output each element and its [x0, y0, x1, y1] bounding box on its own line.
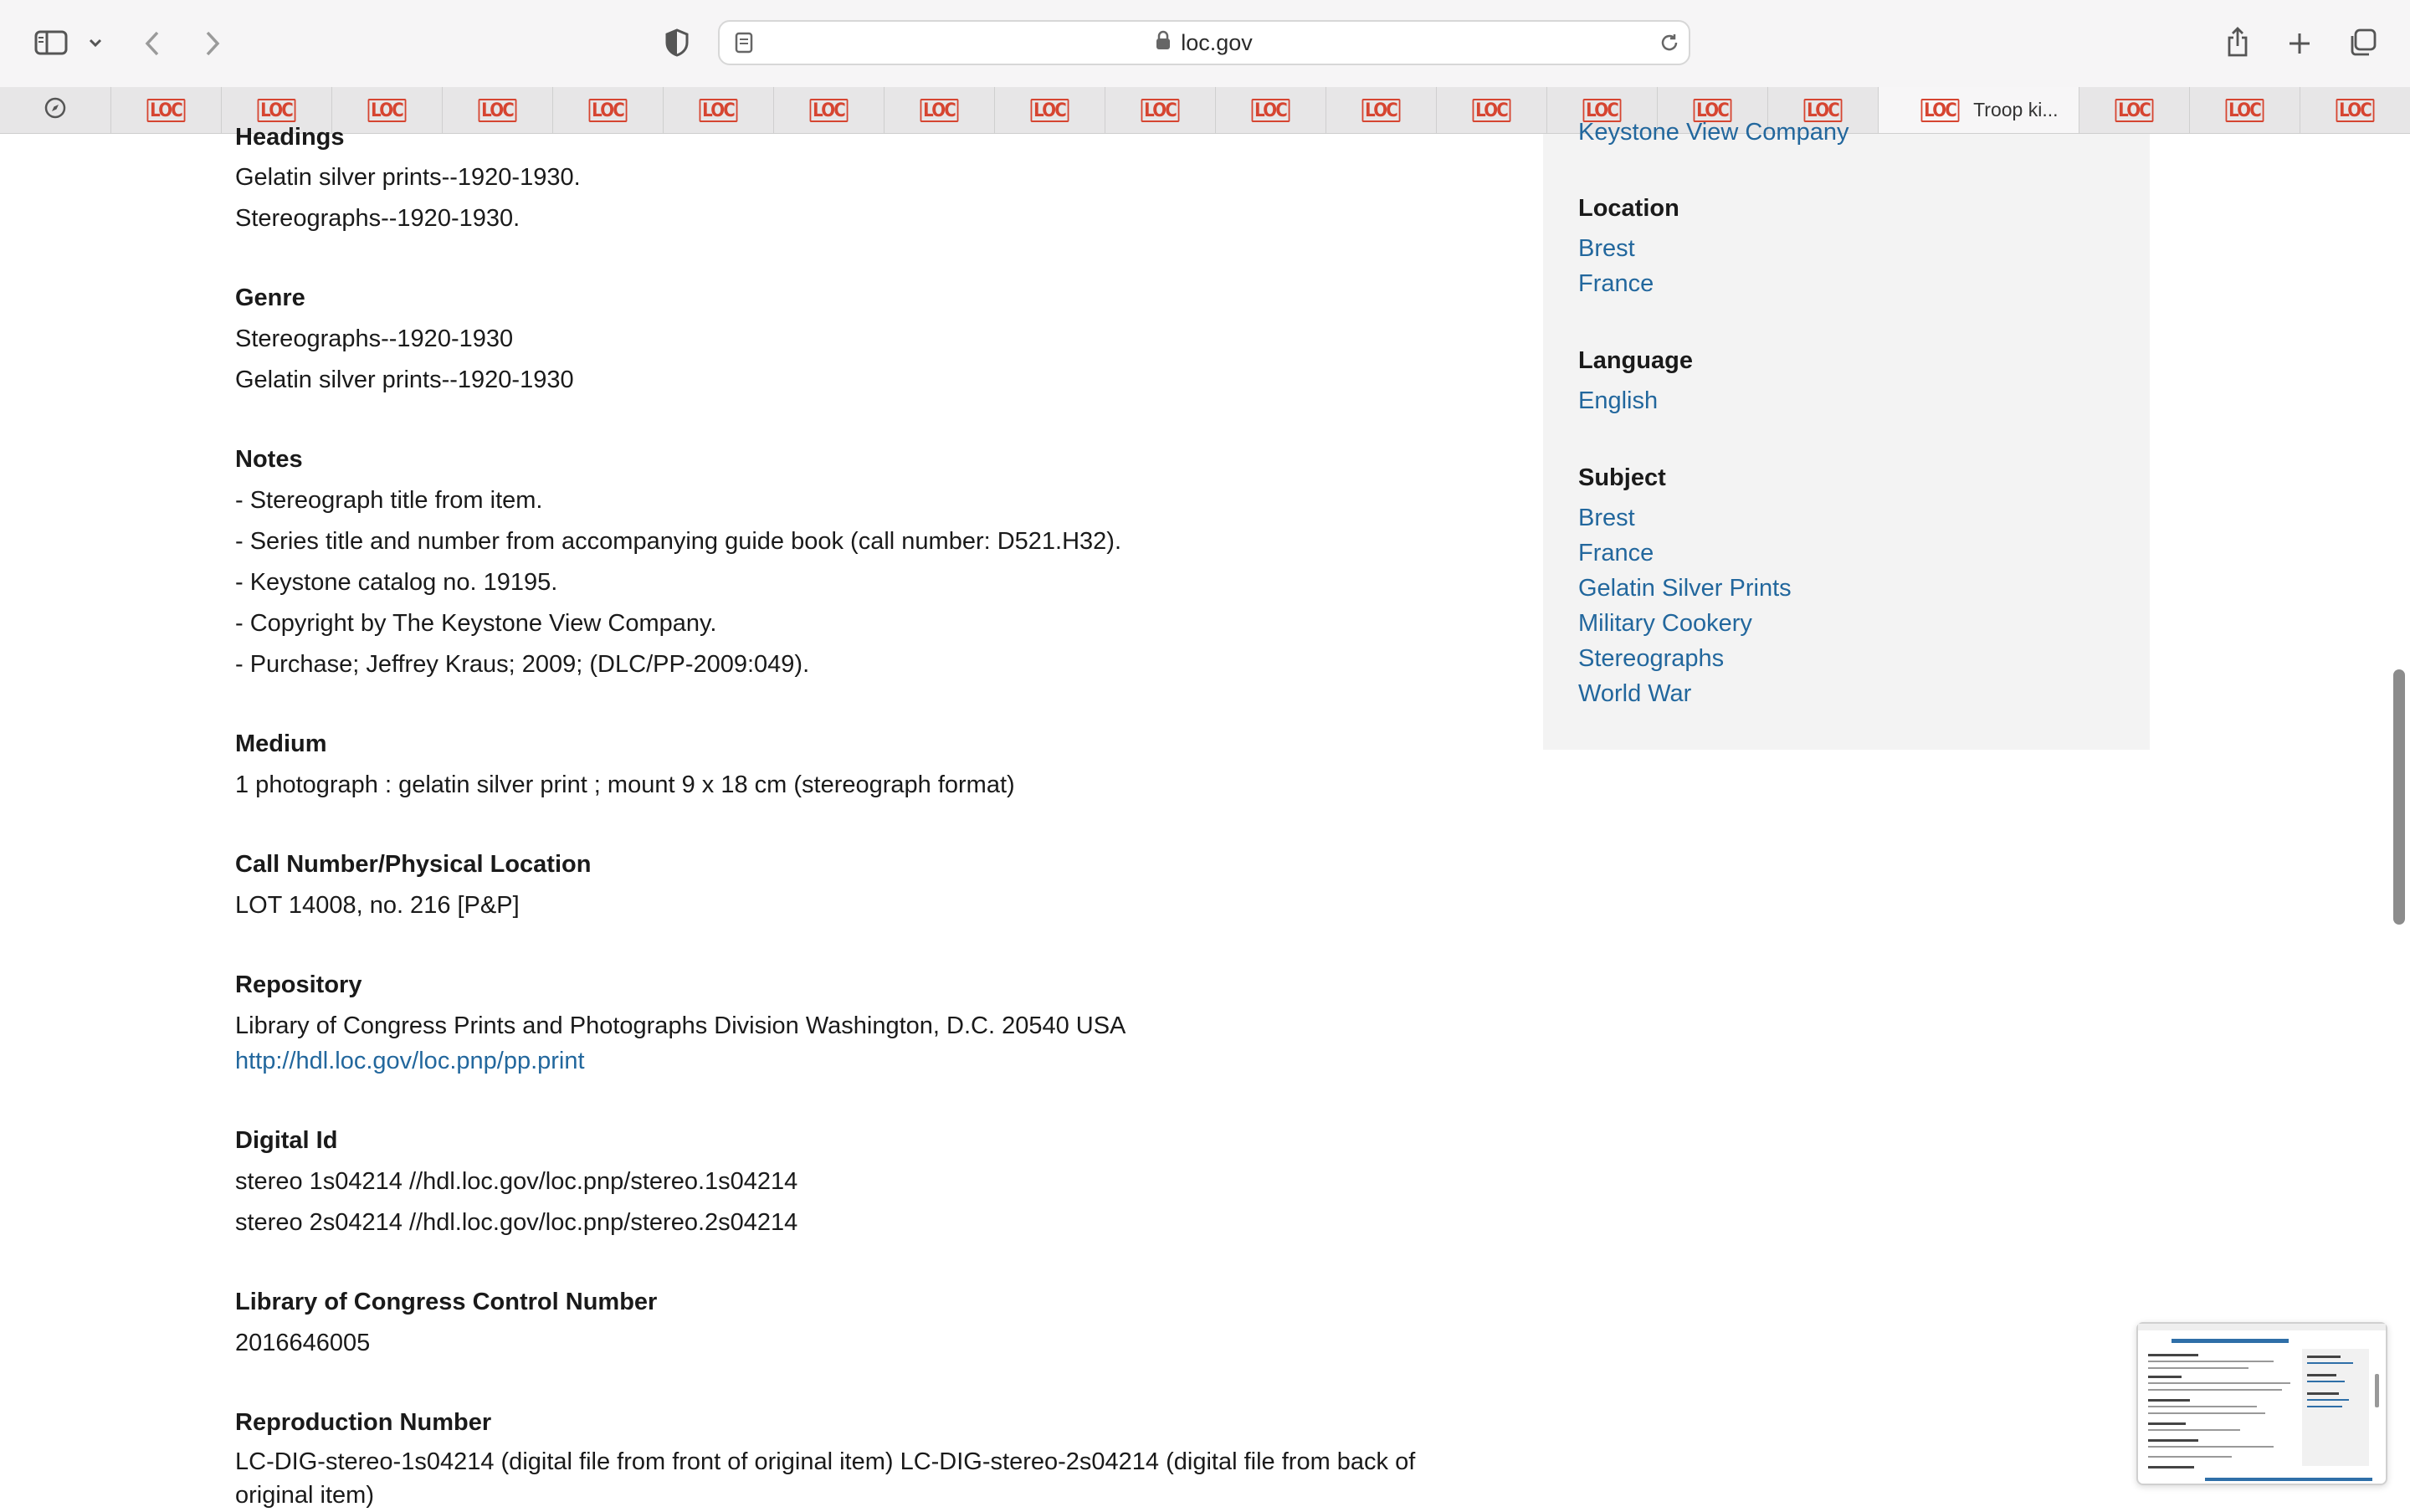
vertical-scrollbar[interactable]: [2393, 669, 2405, 925]
digital-id-value: stereo 1s04214 //hdl.loc.gov/loc.pnp/stereo.1s04214: [235, 1168, 798, 1195]
repository-label: Repository: [235, 971, 362, 998]
loc-logo-icon: LOC: [1583, 99, 1622, 122]
location-label: Location: [1578, 195, 1679, 222]
notes-item: - Keystone catalog no. 19195.: [235, 569, 558, 596]
notes-label: Notes: [235, 446, 303, 473]
medium-value: 1 photograph : gelatin silver print ; mount 9 x 18 cm (stereograph format): [235, 771, 1015, 798]
tab-start-page[interactable]: [0, 87, 111, 133]
privacy-shield-icon[interactable]: [661, 27, 693, 59]
item-sidebar: [1543, 119, 2150, 750]
subject-link[interactable]: Brest: [1578, 505, 1635, 531]
location-link[interactable]: France: [1578, 270, 1654, 297]
address-bar[interactable]: [718, 20, 1690, 65]
language-link[interactable]: English: [1578, 387, 1659, 414]
subject-label: Subject: [1578, 464, 1666, 491]
tab-loc[interactable]: [443, 87, 553, 133]
back-icon[interactable]: [137, 27, 167, 60]
repository-value: Library of Congress Prints and Photographs Division Washington, D.C. 20540 USA: [235, 1012, 1126, 1039]
page-content: [0, 119, 2410, 1509]
chevron-down-icon[interactable]: [84, 32, 107, 54]
location-link[interactable]: Brest: [1578, 235, 1635, 262]
loc-logo-icon: LOC: [368, 99, 407, 122]
browser-toolbar: [0, 0, 2410, 88]
loc-logo-icon: LOC: [1921, 99, 1960, 122]
lccn-value: 2016646005: [235, 1330, 371, 1356]
loc-logo-icon: LOC: [258, 99, 296, 122]
tab-loc[interactable]: [995, 87, 1105, 133]
lccn-label: Library of Congress Control Number: [235, 1289, 658, 1315]
loc-logo-icon: LOC: [1031, 99, 1069, 122]
notes-item: - Copyright by The Keystone View Company.: [235, 610, 717, 637]
loc-logo-icon: LOC: [2115, 99, 2154, 122]
genre-value: Gelatin silver prints--1920-1930: [235, 366, 574, 393]
subject-link[interactable]: Stereographs: [1578, 645, 1725, 672]
reload-icon[interactable]: [1657, 30, 1682, 55]
forward-icon[interactable]: [197, 27, 228, 60]
reproduction-number-label: Reproduction Number: [235, 1409, 492, 1436]
call-number-label: Call Number/Physical Location: [235, 851, 592, 878]
loc-logo-icon: LOC: [920, 99, 959, 122]
call-number-value: LOT 14008, no. 216 [P&P]: [235, 892, 520, 919]
genre-label: Genre: [235, 284, 305, 311]
thumbnail-image: [2138, 1324, 2386, 1484]
tab-bar: [0, 87, 2410, 134]
loc-logo-icon: LOC: [2336, 99, 2375, 122]
genre-value: Stereographs--1920-1930: [235, 325, 514, 352]
loc-logo-icon: LOC: [1362, 99, 1401, 122]
loc-logo-icon: LOC: [810, 99, 849, 122]
loc-logo-icon: LOC: [1694, 99, 1732, 122]
tab-overview-icon[interactable]: [2345, 25, 2380, 60]
loc-logo-icon: LOC: [1804, 99, 1843, 122]
share-icon[interactable]: [2223, 23, 2253, 60]
tab-loc[interactable]: [553, 87, 664, 133]
loc-logo-icon: LOC: [700, 99, 738, 122]
page-thumbnail-preview[interactable]: [2136, 1322, 2387, 1485]
digital-id-value: stereo 2s04214 //hdl.loc.gov/loc.pnp/stereo.2s04214: [235, 1209, 798, 1236]
headings-value: Gelatin silver prints--1920-1930.: [235, 164, 581, 191]
loc-logo-icon: LOC: [1252, 99, 1290, 122]
loc-logo-icon: LOC: [589, 99, 628, 122]
new-tab-icon[interactable]: [2283, 27, 2316, 60]
contributor-link[interactable]: Keystone View Company: [1578, 119, 1849, 146]
url-text: loc.gov: [1181, 29, 1253, 55]
tab-loc[interactable]: [332, 87, 443, 133]
repository-link[interactable]: http://hdl.loc.gov/loc.pnp/pp.print: [235, 1048, 585, 1074]
subject-link[interactable]: World War: [1578, 680, 1692, 707]
tab-loc[interactable]: [1437, 87, 1547, 133]
subject-link[interactable]: Gelatin Silver Prints: [1578, 575, 1792, 602]
tab-loc[interactable]: [664, 87, 774, 133]
loc-logo-icon: LOC: [1473, 99, 1511, 122]
headings-value: Stereographs--1920-1930.: [235, 205, 520, 232]
tab-loc[interactable]: [1105, 87, 1216, 133]
tab-loc[interactable]: [2300, 87, 2410, 133]
loc-logo-icon: LOC: [479, 99, 517, 122]
compass-icon: [44, 96, 67, 124]
url-display: [720, 22, 1689, 64]
tab-loc[interactable]: [885, 87, 995, 133]
language-label: Language: [1578, 347, 1693, 374]
medium-label: Medium: [235, 730, 327, 757]
headings-label: Headings: [235, 124, 345, 151]
notes-item: - Purchase; Jeffrey Kraus; 2009; (DLC/PP-2009:049).: [235, 651, 810, 678]
loc-logo-icon: LOC: [147, 99, 186, 122]
notes-item: - Stereograph title from item.: [235, 487, 543, 514]
subject-link[interactable]: Military Cookery: [1578, 610, 1752, 637]
tab-loc[interactable]: [2190, 87, 2300, 133]
tab-loc[interactable]: [1326, 87, 1437, 133]
loc-logo-icon: LOC: [1141, 99, 1180, 122]
tab-loc[interactable]: [1216, 87, 1326, 133]
notes-item: - Series title and number from accompanying guide book (call number: D521.H32).: [235, 528, 1122, 555]
digital-id-label: Digital Id: [235, 1127, 338, 1154]
tab-loc[interactable]: [111, 87, 222, 133]
loc-logo-icon: LOC: [2226, 99, 2264, 122]
tab-title: Troop ki...: [1973, 99, 2059, 120]
tab-loc[interactable]: [2079, 87, 2190, 133]
tab-active[interactable]: [1879, 87, 2079, 133]
sidebar-toggle-icon[interactable]: [32, 27, 70, 59]
tab-loc[interactable]: [774, 87, 885, 133]
lock-icon: [1156, 30, 1171, 56]
subject-link[interactable]: France: [1578, 540, 1654, 566]
reproduction-number-value: LC-DIG-stereo-1s04214 (digital file from front of original item) LC-DIG-stereo-2s04214 (digital file from back of original item): [235, 1448, 1416, 1509]
